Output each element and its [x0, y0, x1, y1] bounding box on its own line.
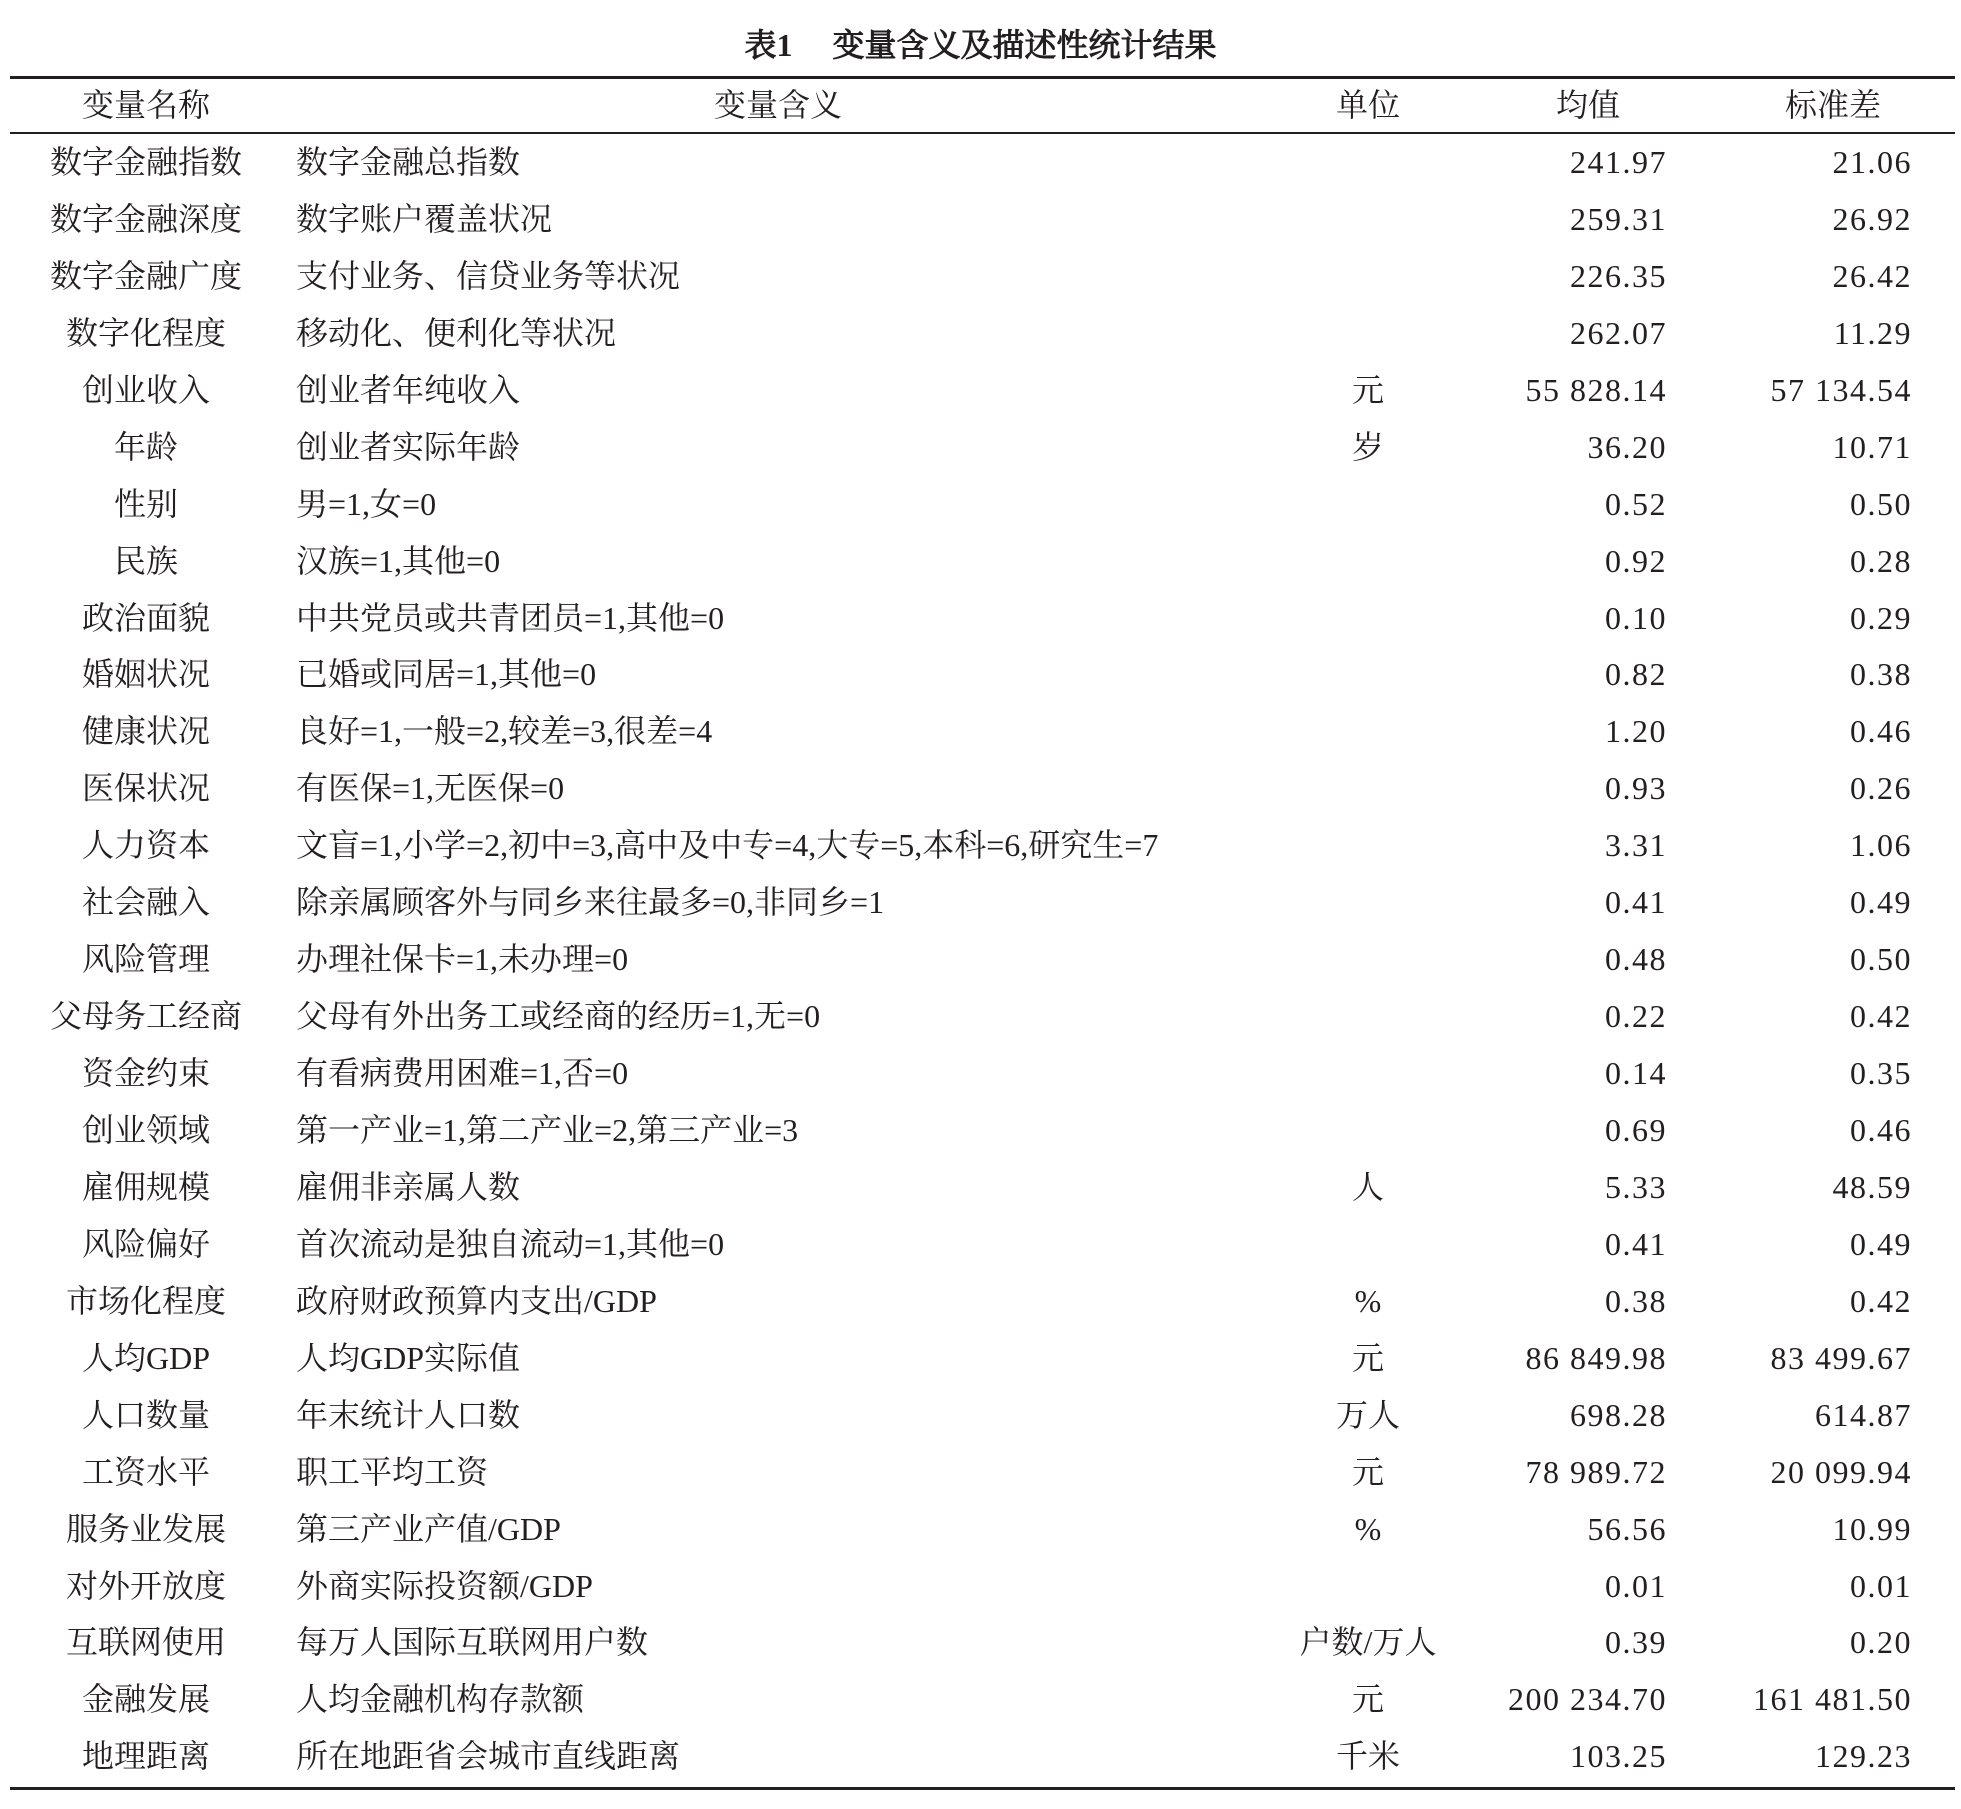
cell-meaning: 年末统计人口数 — [296, 1396, 521, 1433]
table-row — [0, 1045, 1961, 1102]
header-variable-name: 变量名称 — [81, 87, 210, 123]
cell-name: 婚姻状况 — [81, 656, 210, 693]
table-row — [0, 703, 1961, 760]
cell-sd: 83 499.67 — [1770, 1339, 1912, 1376]
cell-meaning: 汉族=1,其他=0 — [296, 542, 501, 579]
table-row — [0, 419, 1961, 476]
cell-meaning: 数字金融总指数 — [296, 144, 521, 180]
header-std-dev: 标准差 — [1784, 87, 1881, 123]
cell-name: 人均GDP — [81, 1339, 211, 1376]
header-variable-meaning: 变量含义 — [713, 87, 842, 123]
cell-sd: 57 134.54 — [1770, 371, 1912, 408]
table-row — [0, 1330, 1961, 1387]
cell-meaning: 第三产业产值/GDP — [296, 1510, 561, 1547]
bottom-rule — [10, 1787, 1955, 1790]
cell-mean: 36.20 — [1587, 428, 1667, 465]
cell-mean: 103.25 — [1570, 1738, 1667, 1775]
table-row — [0, 931, 1961, 988]
cell-mean: 259.31 — [1570, 200, 1667, 237]
table-row — [0, 1216, 1961, 1273]
cell-meaning: 首次流动是独自流动=1,其他=0 — [296, 1225, 725, 1262]
cell-mean: 0.39 — [1605, 1624, 1667, 1661]
table-row — [0, 1671, 1961, 1728]
table-caption — [0, 24, 1961, 66]
table-row — [0, 590, 1961, 647]
cell-mean: 0.82 — [1605, 656, 1667, 693]
cell-name: 对外开放度 — [65, 1567, 226, 1604]
cell-meaning: 外商实际投资额/GDP — [296, 1567, 593, 1604]
cell-mean: 1.20 — [1605, 713, 1667, 750]
table-row — [0, 760, 1961, 817]
cell-unit — [1268, 931, 1468, 988]
table-row — [0, 533, 1961, 590]
cell-mean: 5.33 — [1605, 1168, 1667, 1205]
cell-meaning: 文盲=1,小学=2,初中=3,高中及中专=4,大专=5,本科=6,研究生=7 — [296, 827, 1159, 864]
cell-meaning: 创业者实际年龄 — [296, 428, 521, 465]
cell-sd: 0.42 — [1850, 998, 1912, 1035]
cell-sd: 10.99 — [1832, 1510, 1912, 1547]
cell-unit — [1268, 533, 1468, 590]
table-title: 变量含义及描述性统计结果 — [832, 27, 1217, 63]
cell-meaning: 已婚或同居=1,其他=0 — [296, 656, 597, 693]
table-number: 表1 — [744, 27, 793, 63]
cell-name: 地理距离 — [81, 1738, 210, 1775]
cell-meaning: 支付业务、信贷业务等状况 — [296, 257, 681, 294]
cell-sd: 0.46 — [1850, 1111, 1912, 1148]
cell-meaning: 所在地距省会城市直线距离 — [296, 1738, 681, 1775]
cell-mean: 0.14 — [1605, 1055, 1667, 1092]
cell-sd: 0.42 — [1850, 1282, 1912, 1319]
cell-sd: 0.26 — [1850, 770, 1912, 807]
cell-sd: 0.28 — [1850, 542, 1912, 579]
cell-unit — [1268, 817, 1468, 874]
table-row — [0, 248, 1961, 305]
cell-mean: 0.41 — [1605, 884, 1667, 921]
cell-sd: 1.06 — [1850, 827, 1912, 864]
cell-mean: 55 828.14 — [1525, 371, 1667, 408]
cell-mean: 0.01 — [1605, 1567, 1667, 1604]
cell-meaning: 移动化、便利化等状况 — [296, 314, 617, 351]
cell-meaning: 除亲属顾客外与同乡来往最多=0,非同乡=1 — [296, 884, 885, 921]
cell-sd: 10.71 — [1832, 428, 1912, 465]
cell-unit: 元 — [1351, 1339, 1384, 1376]
cell-name: 创业领域 — [81, 1111, 210, 1148]
cell-name: 风险管理 — [81, 941, 210, 978]
cell-meaning: 有医保=1,无医保=0 — [296, 770, 565, 807]
cell-unit — [1268, 1558, 1468, 1615]
table-row — [0, 1728, 1961, 1785]
cell-sd: 26.42 — [1832, 257, 1912, 294]
cell-name: 雇佣规模 — [81, 1168, 210, 1205]
cell-unit: 元 — [1351, 371, 1384, 408]
table-row — [0, 1387, 1961, 1444]
cell-meaning: 人均GDP实际值 — [296, 1339, 521, 1376]
cell-unit: 人 — [1351, 1168, 1384, 1205]
cell-sd: 0.38 — [1850, 656, 1912, 693]
cell-mean: 0.38 — [1605, 1282, 1667, 1319]
cell-unit — [1268, 476, 1468, 533]
cell-name: 社会融入 — [81, 884, 210, 921]
table-row — [0, 1501, 1961, 1558]
table-row — [0, 191, 1961, 248]
cell-name: 民族 — [113, 542, 178, 579]
cell-name: 数字化程度 — [65, 314, 226, 351]
cell-name: 人力资本 — [81, 827, 210, 864]
cell-unit — [1268, 646, 1468, 703]
cell-unit — [1268, 988, 1468, 1045]
cell-unit: 户数/万人 — [1299, 1624, 1437, 1661]
table-row — [0, 1102, 1961, 1159]
cell-mean: 0.22 — [1605, 998, 1667, 1035]
table-row — [0, 1273, 1961, 1330]
cell-name: 资金约束 — [81, 1055, 210, 1092]
cell-mean: 226.35 — [1570, 257, 1667, 294]
cell-sd: 161 481.50 — [1753, 1681, 1912, 1718]
table-row — [0, 1159, 1961, 1216]
cell-mean: 0.52 — [1605, 485, 1667, 522]
cell-unit — [1268, 760, 1468, 817]
cell-name: 数字金融深度 — [49, 200, 242, 237]
cell-mean: 262.07 — [1570, 314, 1667, 351]
header-mean: 均值 — [1555, 87, 1620, 123]
cell-name: 服务业发展 — [65, 1510, 226, 1547]
cell-mean: 0.41 — [1605, 1225, 1667, 1262]
cell-meaning: 职工平均工资 — [296, 1453, 489, 1490]
cell-unit — [1268, 874, 1468, 931]
cell-sd: 614.87 — [1815, 1396, 1912, 1433]
cell-unit: 元 — [1351, 1453, 1384, 1490]
cell-mean: 0.10 — [1605, 599, 1667, 636]
cell-sd: 0.46 — [1850, 713, 1912, 750]
cell-unit — [1268, 1216, 1468, 1273]
cell-mean: 200 234.70 — [1508, 1681, 1667, 1718]
table-row — [0, 476, 1961, 533]
cell-unit — [1268, 305, 1468, 362]
cell-unit: 万人 — [1335, 1396, 1400, 1433]
cell-meaning: 创业者年纯收入 — [296, 371, 521, 408]
table-row — [0, 1444, 1961, 1501]
table-row — [0, 646, 1961, 703]
cell-unit: 千米 — [1335, 1738, 1400, 1775]
cell-sd: 11.29 — [1833, 314, 1912, 351]
cell-sd: 0.20 — [1850, 1624, 1912, 1661]
cell-mean: 0.48 — [1605, 941, 1667, 978]
cell-sd: 0.35 — [1850, 1055, 1912, 1092]
table-row — [0, 988, 1961, 1045]
cell-name: 创业收入 — [81, 371, 210, 408]
cell-sd: 0.49 — [1850, 884, 1912, 921]
cell-meaning: 有看病费用困难=1,否=0 — [296, 1055, 629, 1092]
cell-name: 市场化程度 — [65, 1282, 226, 1319]
table-row — [0, 817, 1961, 874]
cell-meaning: 人均金融机构存款额 — [296, 1681, 585, 1718]
cell-unit — [1268, 248, 1468, 305]
cell-mean: 86 849.98 — [1525, 1339, 1667, 1376]
cell-meaning: 良好=1,一般=2,较差=3,很差=4 — [296, 713, 713, 750]
cell-mean: 0.69 — [1605, 1111, 1667, 1148]
cell-unit: 元 — [1351, 1681, 1384, 1718]
cell-name: 健康状况 — [81, 713, 210, 750]
cell-unit — [1268, 1102, 1468, 1159]
cell-name: 性别 — [113, 485, 178, 522]
cell-mean: 78 989.72 — [1525, 1453, 1667, 1490]
table-row — [0, 134, 1961, 191]
cell-meaning: 每万人国际互联网用户数 — [296, 1624, 649, 1661]
header-unit: 单位 — [1335, 87, 1400, 123]
cell-sd: 129.23 — [1815, 1738, 1912, 1775]
cell-sd: 0.50 — [1850, 941, 1912, 978]
cell-sd: 0.50 — [1850, 485, 1912, 522]
cell-unit — [1268, 134, 1468, 191]
cell-sd: 0.49 — [1850, 1225, 1912, 1262]
cell-name: 政治面貌 — [81, 599, 210, 636]
cell-name: 工资水平 — [81, 1453, 210, 1490]
cell-unit — [1268, 191, 1468, 248]
cell-meaning: 第一产业=1,第二产业=2,第三产业=3 — [296, 1111, 799, 1148]
cell-mean: 698.28 — [1570, 1396, 1667, 1433]
cell-name: 医保状况 — [81, 770, 210, 807]
cell-sd: 0.29 — [1850, 599, 1912, 636]
cell-sd: 48.59 — [1832, 1168, 1912, 1205]
cell-name: 数字金融广度 — [49, 257, 242, 294]
cell-unit: % — [1354, 1282, 1382, 1319]
cell-meaning: 办理社保卡=1,未办理=0 — [296, 941, 629, 978]
table-row — [0, 362, 1961, 419]
cell-sd: 20 099.94 — [1770, 1453, 1912, 1490]
table-row — [0, 874, 1961, 931]
cell-sd: 21.06 — [1832, 144, 1912, 180]
table-row — [0, 1614, 1961, 1671]
cell-name: 父母务工经商 — [49, 998, 242, 1035]
cell-name: 互联网使用 — [65, 1624, 226, 1661]
cell-unit — [1268, 703, 1468, 760]
cell-meaning: 政府财政预算内支出/GDP — [296, 1282, 657, 1319]
table-row — [0, 305, 1961, 362]
cell-name: 人口数量 — [81, 1396, 210, 1433]
cell-name: 风险偏好 — [81, 1225, 210, 1262]
cell-sd: 26.92 — [1832, 200, 1912, 237]
table-header-row — [0, 79, 1961, 132]
table-row — [0, 1558, 1961, 1615]
cell-mean: 3.31 — [1605, 827, 1667, 864]
cell-meaning: 男=1,女=0 — [296, 485, 437, 522]
cell-meaning: 数字账户覆盖状况 — [296, 200, 553, 237]
cell-meaning: 中共党员或共青团员=1,其他=0 — [296, 599, 725, 636]
cell-name: 年龄 — [113, 428, 178, 465]
cell-unit — [1268, 590, 1468, 647]
cell-name: 数字金融指数 — [49, 144, 242, 180]
cell-meaning: 雇佣非亲属人数 — [296, 1168, 521, 1205]
cell-mean: 0.93 — [1605, 770, 1667, 807]
cell-mean: 0.92 — [1605, 542, 1667, 579]
cell-name: 金融发展 — [81, 1681, 210, 1718]
cell-unit: % — [1354, 1510, 1382, 1547]
cell-mean: 241.97 — [1570, 144, 1667, 180]
cell-unit: 岁 — [1351, 428, 1384, 465]
cell-sd: 0.01 — [1850, 1567, 1912, 1604]
cell-meaning: 父母有外出务工或经商的经历=1,无=0 — [296, 998, 821, 1035]
cell-unit — [1268, 1045, 1468, 1102]
cell-mean: 56.56 — [1587, 1510, 1667, 1547]
table-body — [0, 134, 1961, 1786]
